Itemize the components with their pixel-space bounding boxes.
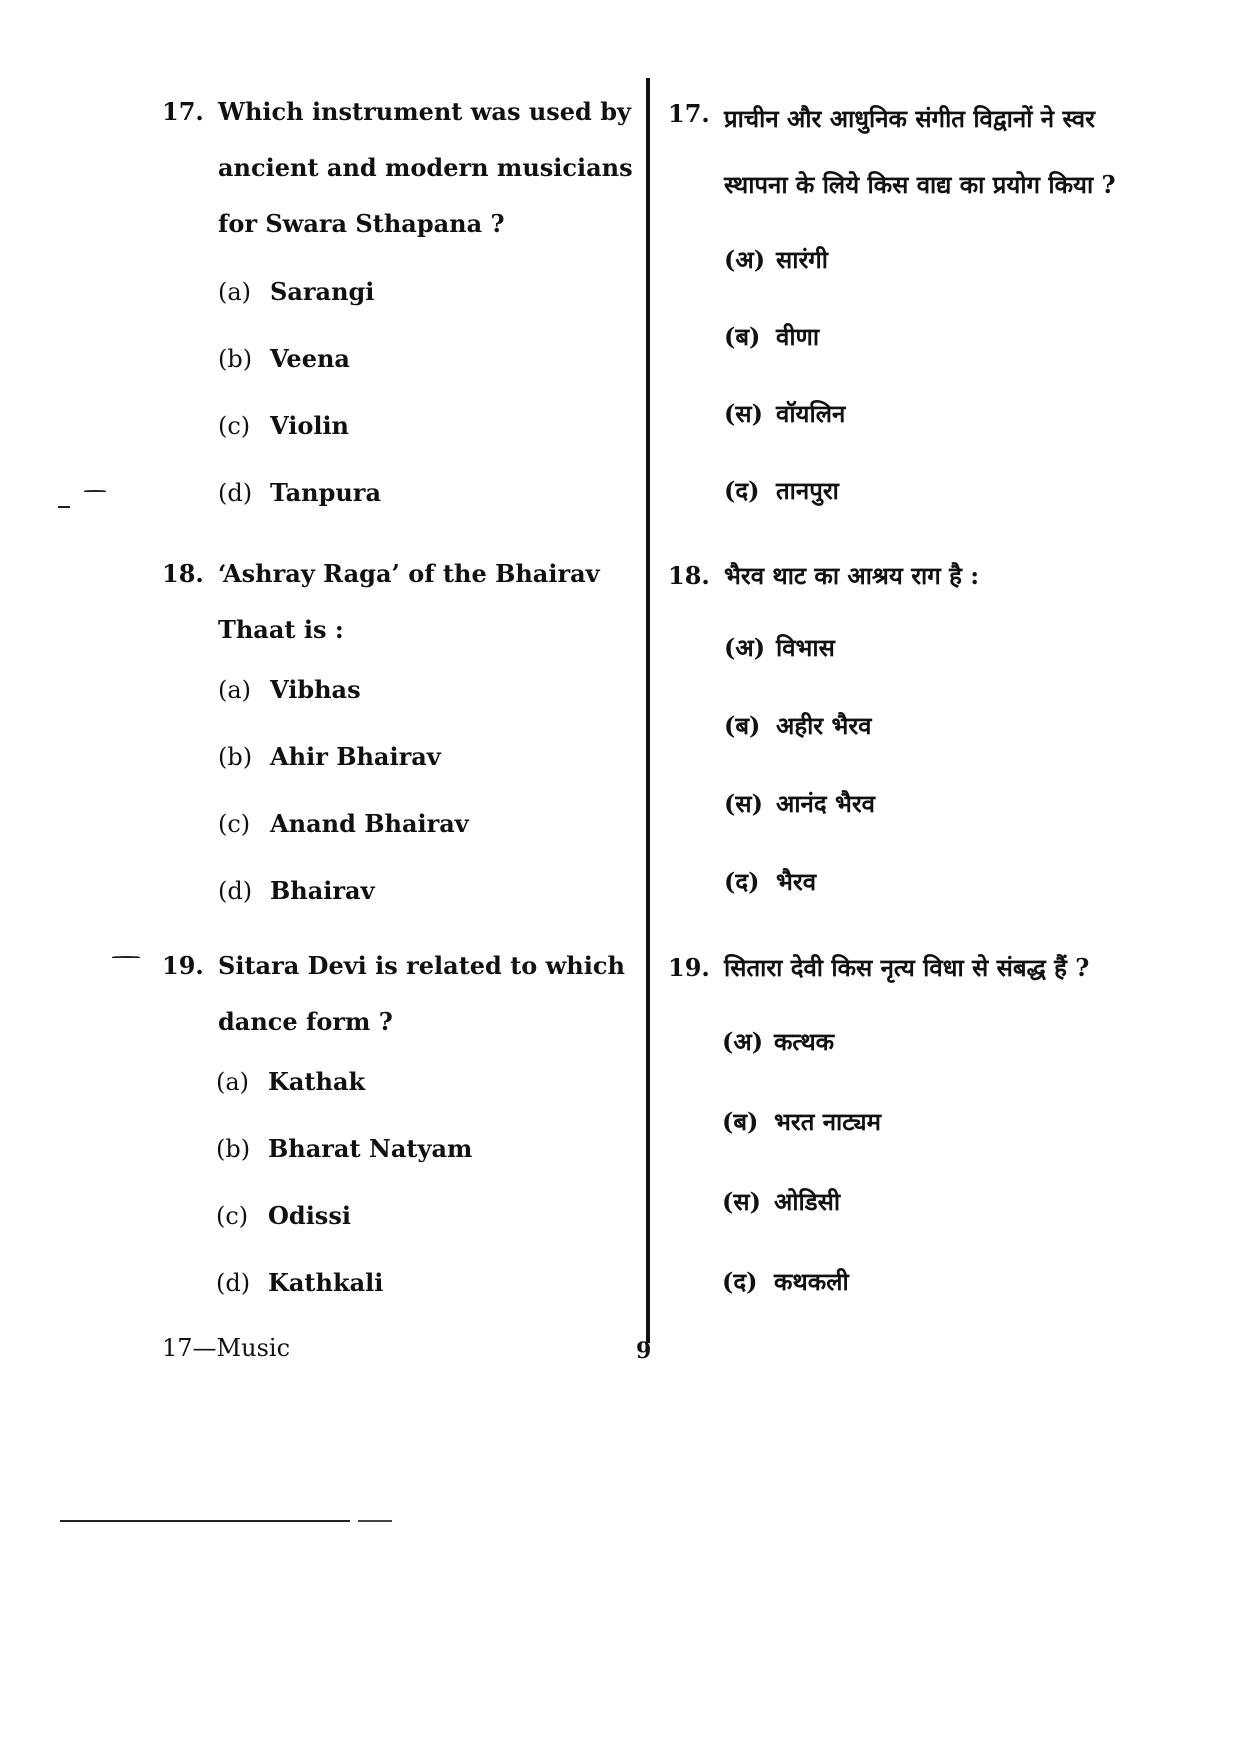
option-text: कत्थक [774, 1027, 835, 1056]
page-number: 9 [636, 1338, 652, 1364]
option-text: तानपुरा [776, 476, 839, 505]
option-a: (अ) सारंगी [724, 245, 828, 274]
option-a: (a) Sarangi [218, 277, 375, 306]
option-text: वीणा [776, 322, 820, 351]
options-18-hi [724, 630, 875, 942]
option-text: ओडिसी [774, 1187, 841, 1216]
option-text: Odissi [268, 1201, 351, 1230]
option-c: (c) Violin [218, 411, 350, 440]
option-b: (b) Bharat Natyam [216, 1134, 473, 1163]
option-text: Veena [270, 344, 350, 373]
option-text: Kathkali [268, 1268, 384, 1297]
option-b: (b) Ahir Bhairav [218, 742, 441, 771]
question-text: Which instrument was used by ancient and modern musicians for Swara Sthapana ? [218, 97, 633, 238]
option-text: Kathak [268, 1067, 366, 1096]
bottom-rule [60, 1520, 350, 1522]
option-d: (d) Bhairav [218, 876, 375, 905]
option-text: Ahir Bhairav [270, 742, 441, 771]
option-c: (स) आनंद भैरव [724, 789, 875, 818]
question-number: 19. [668, 953, 710, 982]
option-text: वॉयलिन [776, 399, 846, 428]
option-a: (a) Vibhas [218, 675, 361, 704]
question-number: 17. [162, 97, 204, 126]
options-17-en [218, 274, 381, 542]
question-number: 18. [162, 559, 204, 588]
question-text: ‘Ashray Raga’ of the Bhairav Thaat is : [218, 559, 600, 644]
options-18-en [218, 672, 469, 940]
question-number: 18. [668, 561, 710, 590]
option-text: भैरव [776, 867, 817, 896]
options-19-en [216, 1064, 472, 1332]
options-17-hi [724, 242, 845, 550]
option-d: (द) भैरव [724, 867, 817, 896]
option-b: (b) Veena [218, 344, 350, 373]
option-d: (द) कथकली [722, 1267, 849, 1296]
option-a: (अ) कत्थक [722, 1027, 835, 1056]
option-c: (c) Anand Bhairav [218, 809, 469, 838]
question-number: 19. [162, 951, 204, 980]
option-c: (c) Odissi [216, 1201, 351, 1230]
option-text: Bharat Natyam [268, 1134, 473, 1163]
option-text: Sarangi [270, 277, 375, 306]
bottom-rule-fragment [358, 1520, 392, 1522]
option-text: भरत नाट्यम [774, 1107, 881, 1136]
question-text: भैरव थाट का आश्रय राग है : [724, 561, 980, 590]
option-text: Bhairav [270, 876, 375, 905]
question-number: 17. [668, 99, 710, 128]
option-text: विभास [776, 633, 835, 662]
margin-mark [84, 490, 106, 492]
option-text: अहीर भैरव [776, 711, 872, 740]
column-divider [646, 78, 650, 1343]
option-a: (a) Kathak [216, 1067, 366, 1096]
option-text: Tanpura [270, 478, 381, 507]
option-c: (स) ओडिसी [722, 1187, 841, 1216]
option-text: सारंगी [776, 245, 828, 274]
option-a: (अ) विभास [724, 633, 835, 662]
option-b: (ब) भरत नाट्यम [722, 1107, 881, 1136]
option-c: (स) वॉयलिन [724, 399, 846, 428]
question-text: सितारा देवी किस नृत्य विधा से संबद्ध हैं ? [724, 953, 1090, 982]
margin-mark [58, 506, 70, 508]
option-d: (द) तानपुरा [724, 476, 839, 505]
option-b: (ब) अहीर भैरव [724, 711, 872, 740]
option-text: आनंद भैरव [776, 789, 875, 818]
option-b: (ब) वीणा [724, 322, 820, 351]
option-text: Violin [270, 411, 350, 440]
question-text: Sitara Devi is related to which dance form ? [218, 951, 625, 1036]
option-d: (d) Tanpura [218, 478, 381, 507]
question-text: प्राचीन और आधुनिक संगीत विद्वानों ने स्वर स्थापना के लिये किस वाद्य का प्रयोग किया ? [724, 104, 1116, 199]
option-text: Vibhas [270, 675, 361, 704]
margin-mark [112, 956, 140, 958]
option-d: (d) Kathkali [216, 1268, 384, 1297]
option-text: Anand Bhairav [270, 809, 469, 838]
subject-code: 17—Music [162, 1334, 291, 1362]
options-19-hi [722, 1024, 881, 1344]
option-text: कथकली [774, 1267, 849, 1296]
